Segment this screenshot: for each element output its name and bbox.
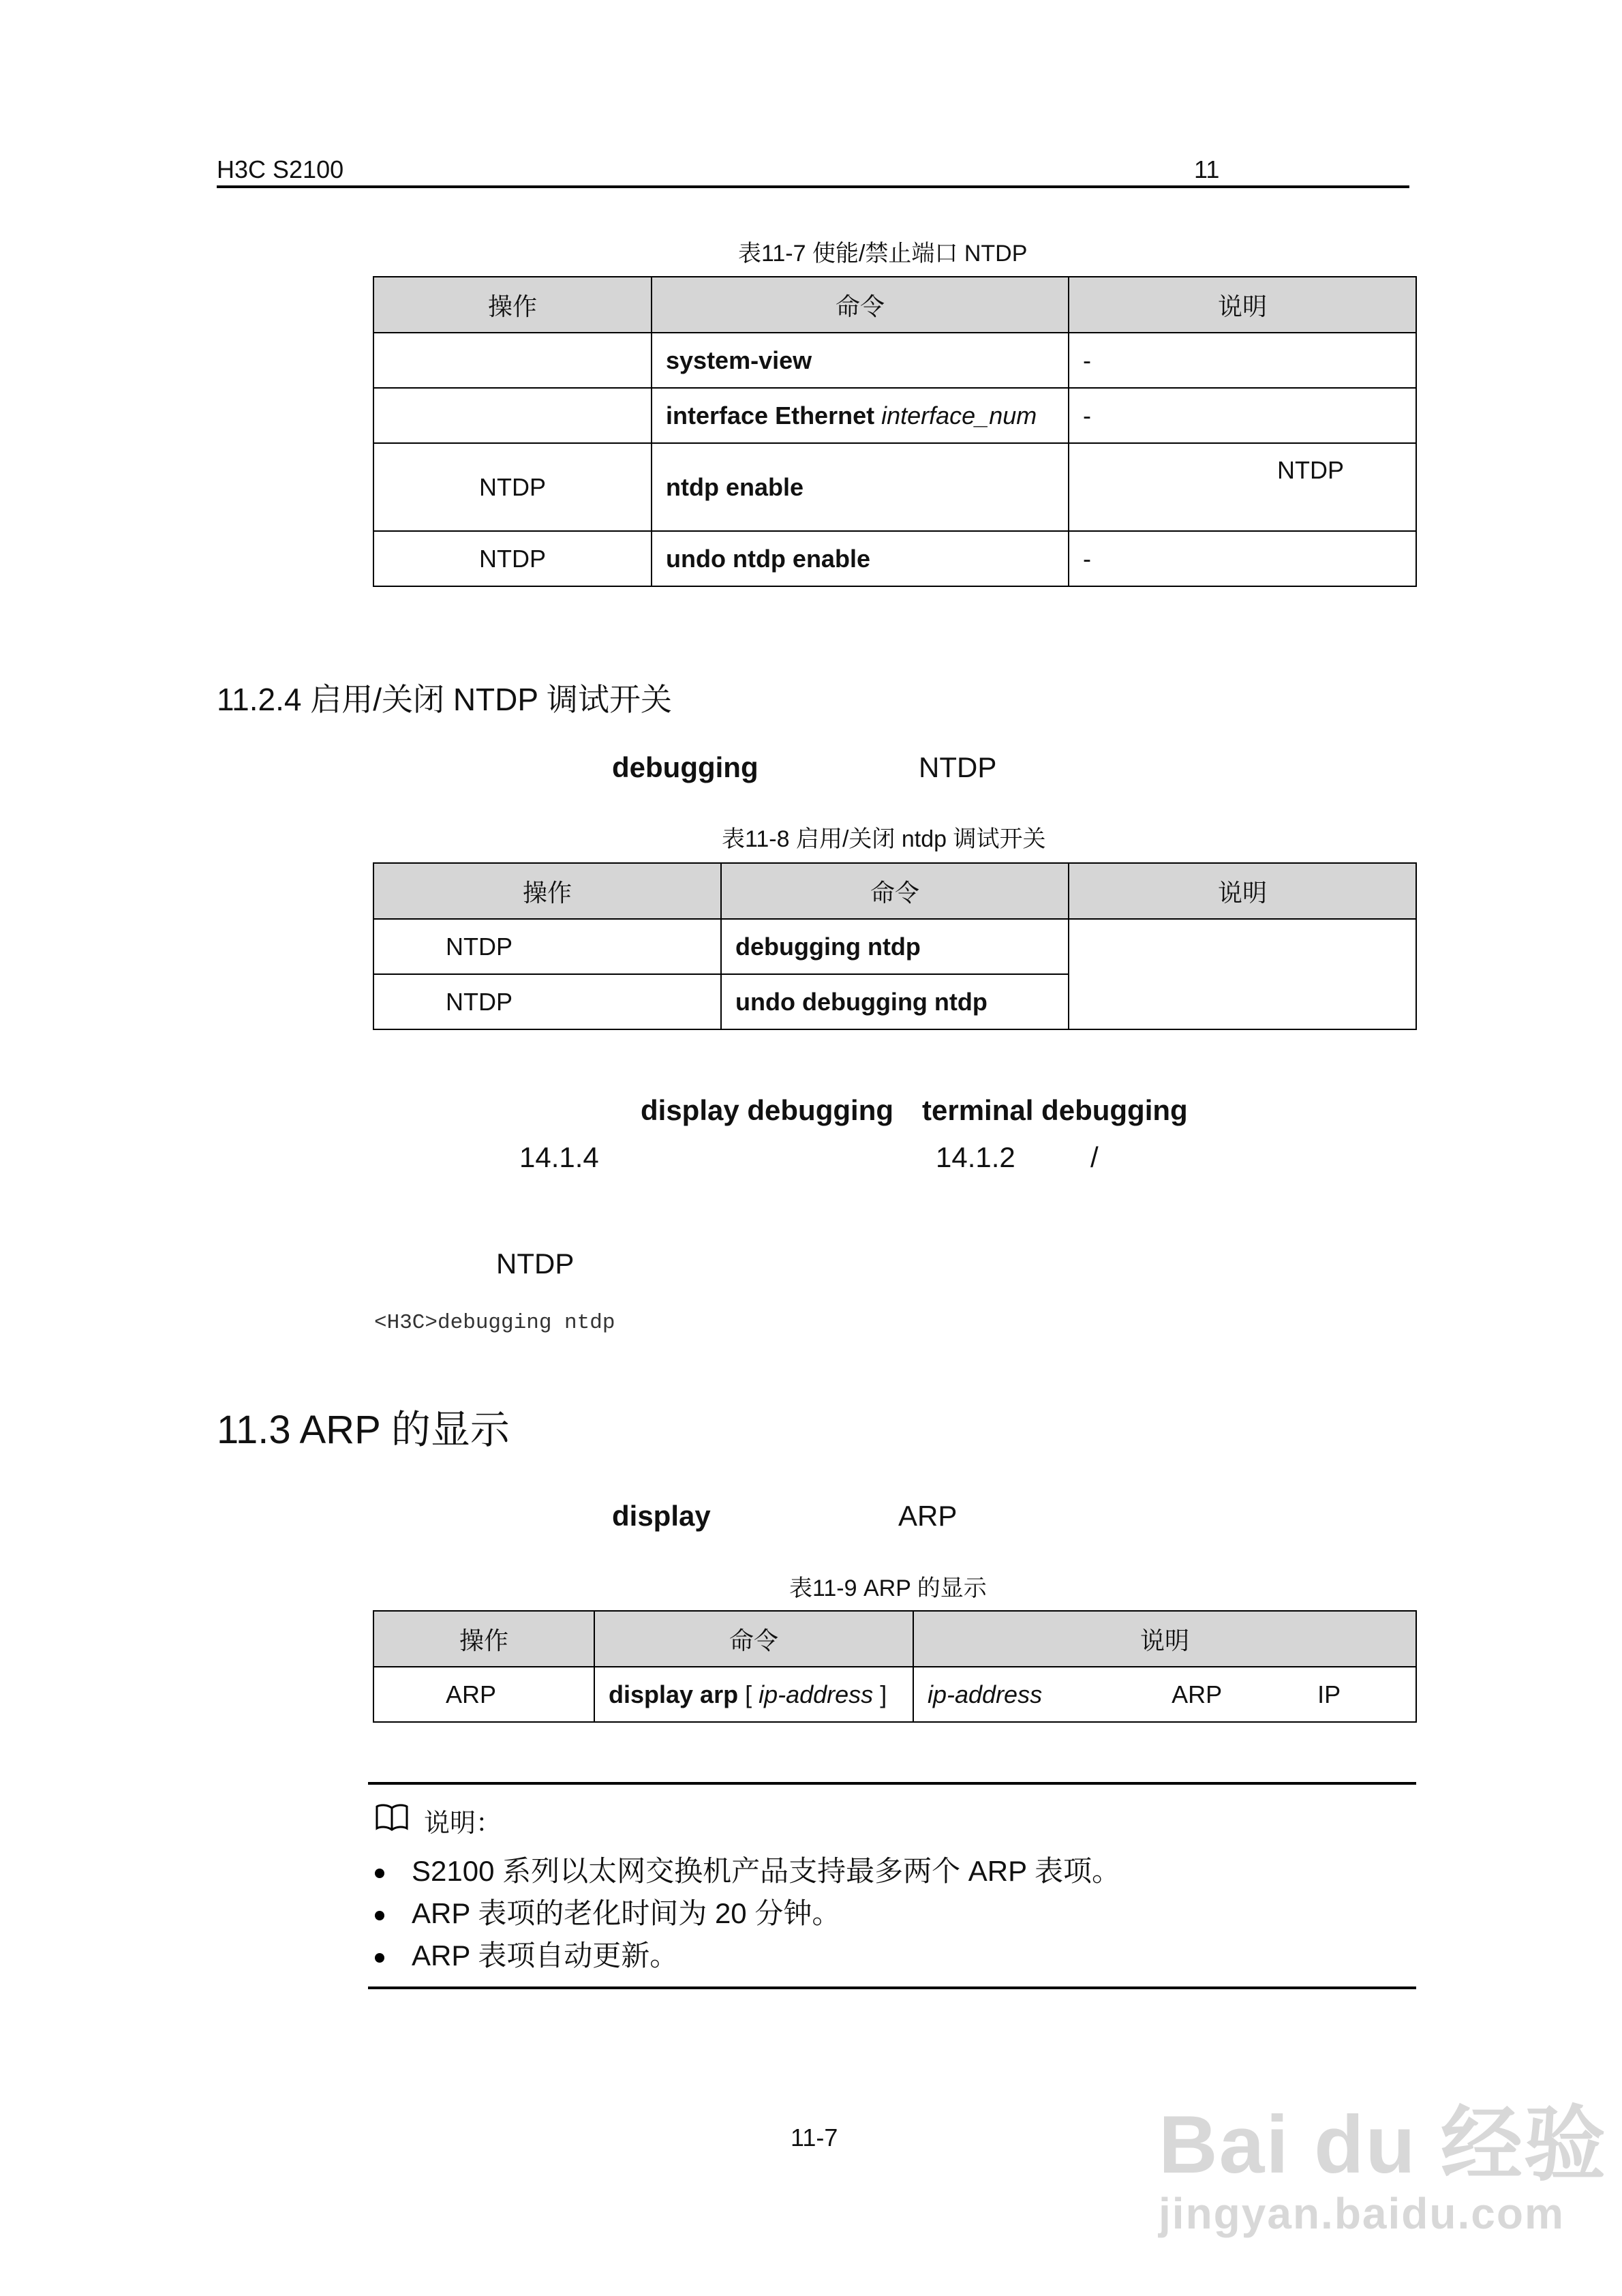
- table9-header-desc: 说明: [913, 1611, 1416, 1667]
- table-row: [373, 919, 1416, 974]
- ref-slash: /: [1090, 1141, 1099, 1173]
- table7-cmd: [652, 333, 1069, 388]
- note-item-text: ARP 表项的老化时间为 20 分钟。: [412, 1897, 841, 1929]
- page-number: 11-7: [791, 2124, 838, 2151]
- table9-caption: 表11-9 ARP 的显示: [789, 1575, 987, 1601]
- note-bottom-rule: [368, 1987, 1416, 1989]
- section-1124-intro-text: NTDP: [919, 751, 997, 783]
- watermark-brand: Bai du 经验: [1159, 2099, 1608, 2190]
- list-item: [375, 1849, 1120, 1890]
- header-rule: [217, 185, 1409, 188]
- section-title-11-3: 11.3 ARP 的显示: [217, 1408, 510, 1452]
- cmd-param: ip-address: [759, 1680, 874, 1708]
- table-row: [373, 443, 1416, 531]
- table7-op: NTDP: [373, 531, 652, 586]
- table8: [373, 862, 1417, 1030]
- table9-op: ARP: [373, 1667, 594, 1722]
- table7-desc: -: [1069, 531, 1416, 586]
- cmd-display-debugging: display debugging: [641, 1094, 894, 1126]
- bullet-dot: [375, 1869, 384, 1878]
- code-example: <H3C>debugging ntdp: [374, 1311, 615, 1335]
- section-113-intro-cmd: display: [612, 1500, 711, 1532]
- table-row: [373, 388, 1416, 443]
- section-1124-intro-cmd: debugging: [612, 751, 759, 783]
- table7-op: [373, 388, 652, 443]
- table9-header-cmd: 命令: [594, 1611, 913, 1667]
- table7-cmd: [652, 443, 1069, 531]
- section-113-intro-text: ARP: [898, 1500, 958, 1532]
- table7-caption: 表11-7 使能/禁止端口 NTDP: [738, 241, 1028, 267]
- cmd-keyword: display arp: [609, 1680, 739, 1708]
- note-item-text: ARP 表项自动更新。: [412, 1939, 679, 1972]
- list-item: [375, 1891, 840, 1932]
- table7-header-cmd: 命令: [652, 277, 1069, 333]
- table7-desc: -: [1069, 333, 1416, 388]
- table7-cmd: [652, 531, 1069, 586]
- section-title-11-2-4: 11.2.4 启用/关闭 NTDP 调试开关: [217, 682, 672, 717]
- table8-caption: 表11-8 启用/关闭 ntdp 调试开关: [722, 826, 1046, 852]
- table9-header-row: [373, 1611, 1416, 1667]
- cmd-keyword: system-view: [666, 346, 812, 374]
- table8-header-cmd: 命令: [721, 863, 1069, 919]
- cmd-keyword: interface Ethernet: [666, 401, 875, 429]
- note-item-text: S2100 系列以太网交换机产品支持最多两个 ARP 表项。: [412, 1855, 1121, 1887]
- header-chapter: 11: [1194, 155, 1220, 183]
- note-top-rule: [368, 1782, 1416, 1785]
- table7-header-op: 操作: [373, 277, 652, 333]
- bullet-dot: [375, 1911, 384, 1920]
- table7-op: NTDP: [373, 443, 652, 531]
- table8-cmd: debugging ntdp: [721, 919, 1069, 974]
- example-label: NTDP: [496, 1248, 575, 1280]
- table7-desc: -: [1069, 388, 1416, 443]
- table-row: [373, 531, 1416, 586]
- table7-op: [373, 333, 652, 388]
- ref-14-1-2: 14.1.2: [936, 1141, 1015, 1173]
- table7: [373, 276, 1417, 587]
- desc-arp: ARP: [1172, 1680, 1223, 1708]
- cmd-param: interface_num: [881, 401, 1037, 429]
- table9-header-op: 操作: [373, 1611, 594, 1667]
- table8-header-row: [373, 863, 1416, 919]
- table9: [373, 1610, 1417, 1723]
- table8-header-desc: 说明: [1069, 863, 1416, 919]
- bullet-dot: [375, 1953, 384, 1963]
- table7-header-row: [373, 277, 1416, 333]
- table9-cmd: [594, 1667, 913, 1722]
- table8-op: NTDP: [373, 974, 721, 1029]
- table-row: [373, 1667, 1416, 1722]
- table7-desc: NTDP: [1069, 443, 1416, 531]
- watermark-url: jingyan.baidu.com: [1159, 2189, 1565, 2238]
- desc-param: ip-address: [928, 1680, 1043, 1708]
- table9-desc: [913, 1667, 1416, 1722]
- book-icon: [375, 1802, 409, 1832]
- table8-cmd: undo debugging ntdp: [721, 974, 1069, 1029]
- table-row: [373, 333, 1416, 388]
- table8-header-op: 操作: [373, 863, 721, 919]
- table8-desc: [1069, 919, 1416, 1029]
- cmd-bracket-close: ]: [873, 1680, 887, 1708]
- cmd-keyword: undo ntdp enable: [666, 544, 870, 573]
- header-product: H3C S2100: [217, 155, 344, 183]
- table7-cmd: [652, 388, 1069, 443]
- cmd-bracket-open: [: [738, 1680, 759, 1708]
- desc-ip: IP: [1317, 1680, 1341, 1708]
- cmd-terminal-debugging: terminal debugging: [922, 1094, 1188, 1126]
- table7-header-desc: 说明: [1069, 277, 1416, 333]
- table8-op: NTDP: [373, 919, 721, 974]
- cmd-keyword: ntdp enable: [666, 472, 804, 501]
- note-label: 说明：: [424, 1809, 502, 1838]
- ref-14-1-4: 14.1.4: [519, 1141, 599, 1173]
- list-item: [375, 1933, 678, 1974]
